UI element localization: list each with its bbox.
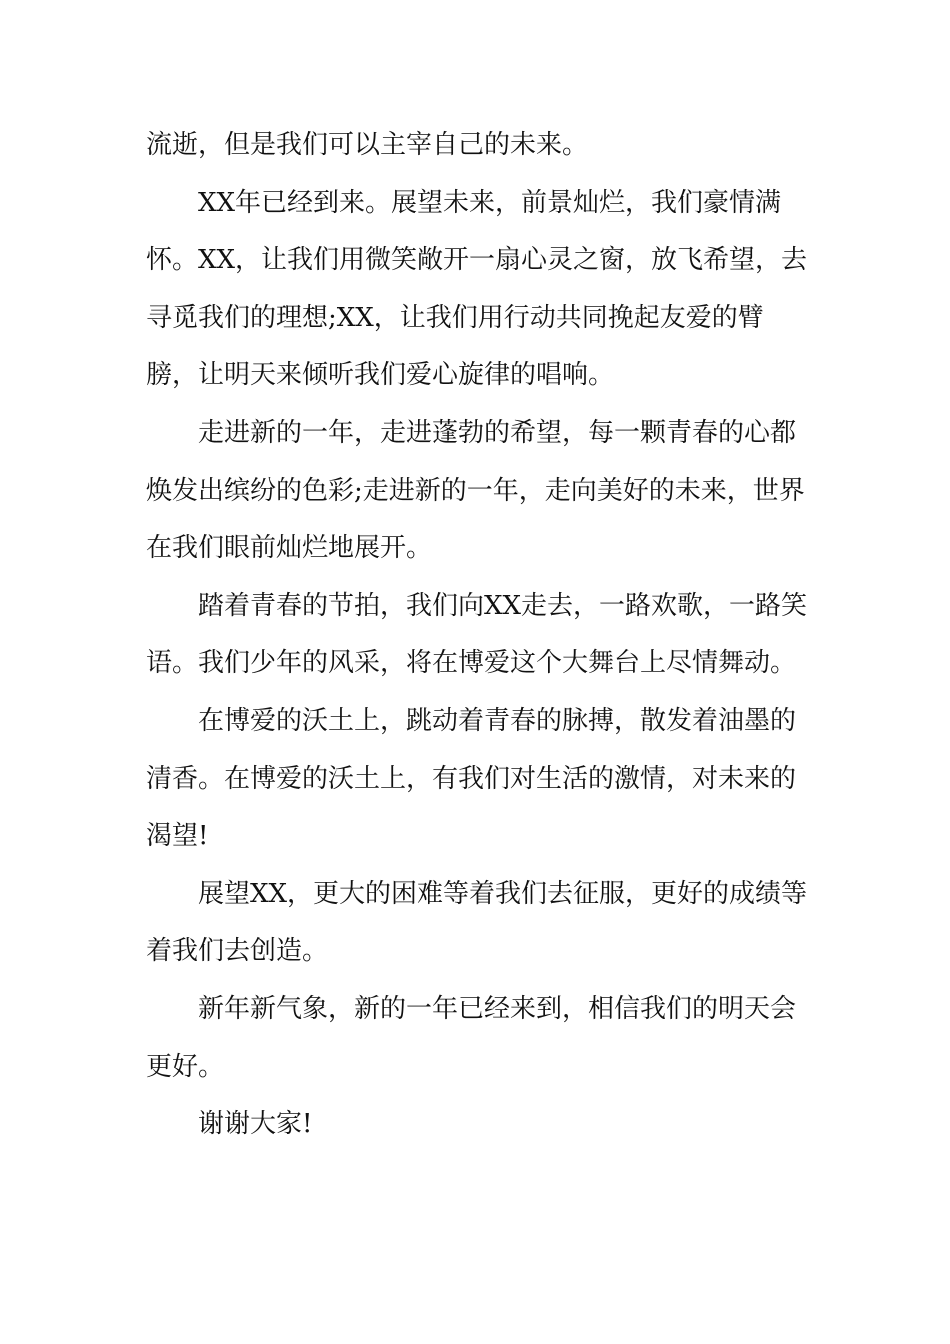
paragraph-boai-land: 在博爱的沃土上，跳动着青春的脉搏，散发着油墨的清香。在博爱的沃土上，有我们对生活的激情，对未来的渴望!: [146, 705, 797, 852]
paragraph-thanks: 谢谢大家!: [198, 1109, 313, 1140]
paragraph-continuation: 流逝，但是我们可以主宰自己的未来。: [146, 130, 589, 160]
document-body: [146, 117, 808, 1154]
paragraph-new-atmosphere: 新年新气象，新的一年已经来到，相信我们的明天会更好。: [146, 993, 797, 1082]
paragraph-new-year-arrived: XX年已经到来。展望未来，前景灿烂，我们豪情满怀。XX，让我们用微笑敞开一扇心灵之窗，放飞希望，去寻觅我们的理想;XX，让我们用行动共同挽起友爱的臂膀，让明天来倾听我们爱心旋律的唱响。: [146, 187, 808, 391]
paragraph-youth-rhythm: 踏着青春的节拍，我们向XX走去，一路欢歌，一路笑语。我们少年的风采，将在博爱这个大舞台上尽情舞动。: [146, 590, 808, 679]
paragraph-outlook: 展望XX，更大的困难等着我们去征服，更好的成绩等着我们去创造。: [146, 878, 808, 967]
paragraph-entering-new-year: 走进新的一年，走进蓬勃的希望，每一颗青春的心都焕发出缤纷的色彩;走进新的一年，走向美好的未来，世界在我们眼前灿烂地展开。: [146, 417, 805, 564]
